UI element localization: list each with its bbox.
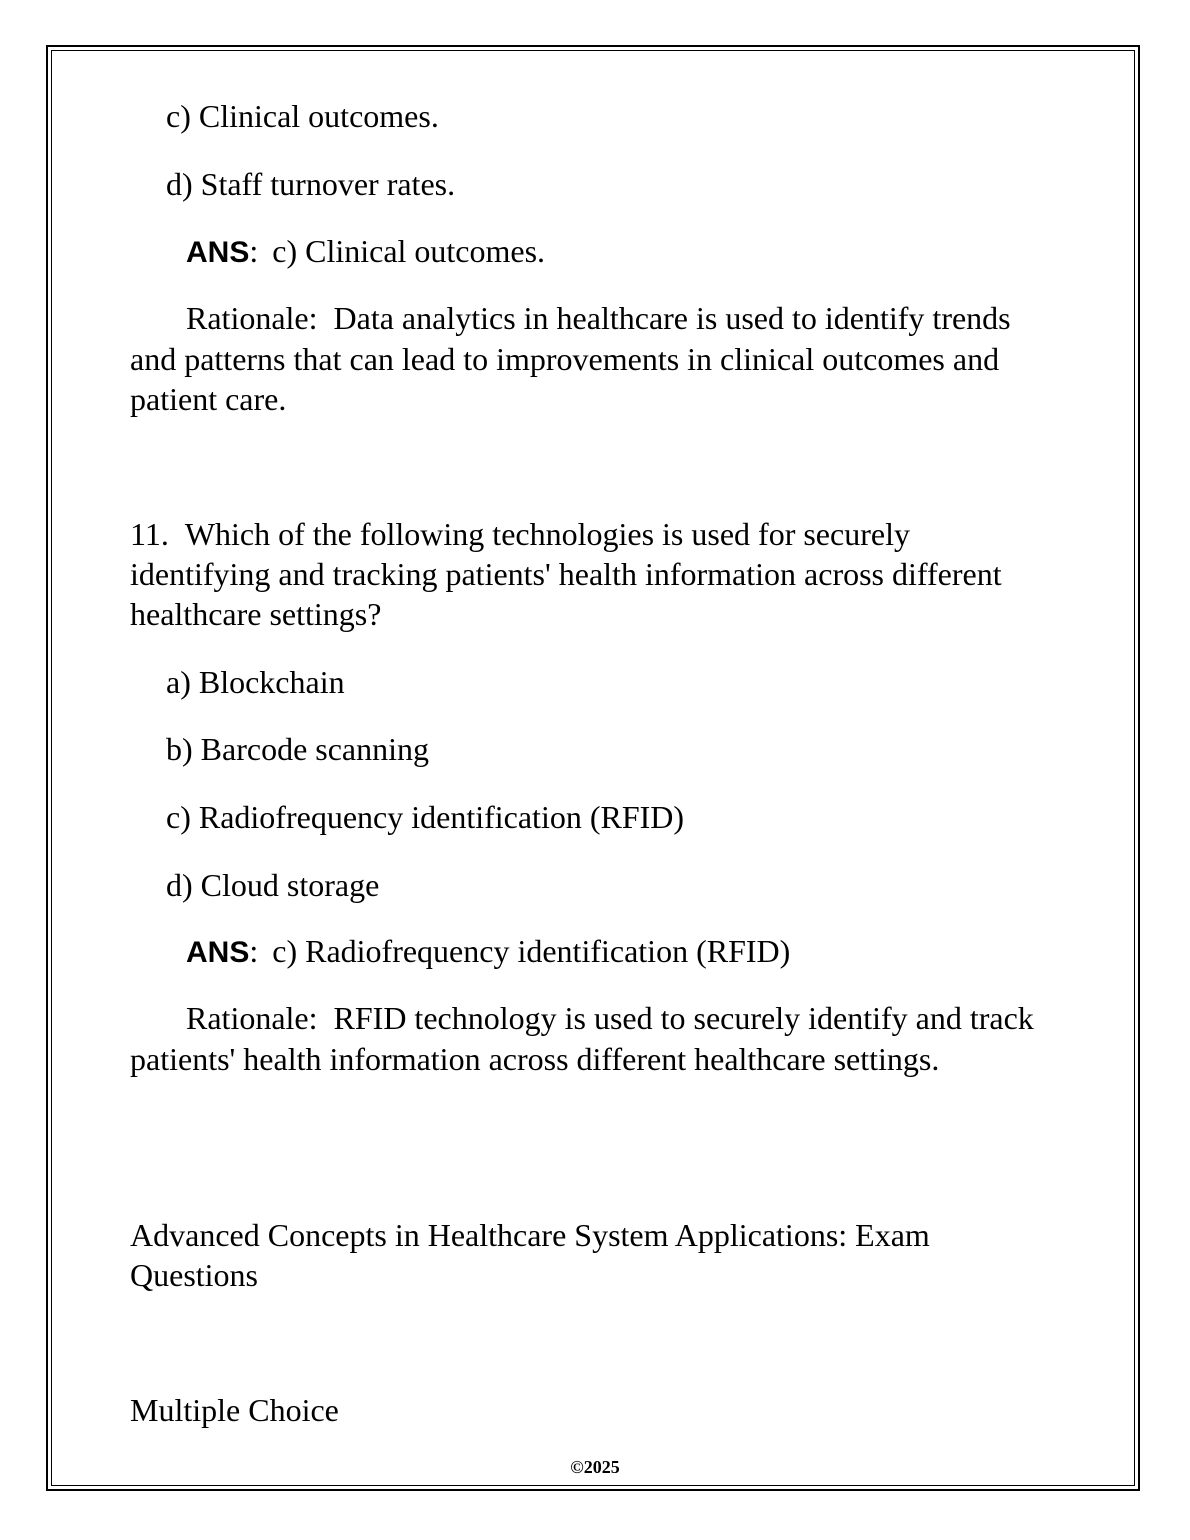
rationale-label: Rationale: bbox=[186, 300, 318, 336]
rationale-11 bbox=[130, 998, 1060, 1079]
answer-label: ANS bbox=[186, 936, 250, 969]
option-a: a) Blockchain bbox=[166, 664, 345, 700]
answer-label: ANS bbox=[186, 236, 250, 269]
copyright-footer: ©2025 bbox=[570, 1457, 620, 1477]
rationale-prev bbox=[130, 298, 1060, 420]
answer-prev: ANS: c) Clinical outcomes. bbox=[186, 233, 546, 269]
answer-11: ANS: c) Radiofrequency identification (RFID) bbox=[186, 933, 791, 969]
question-number: 11. bbox=[130, 516, 169, 552]
option-b: b) Barcode scanning bbox=[166, 731, 430, 767]
rationale-text: RFID technology is used to securely identify and track patients' health information across different healthcare settings. bbox=[130, 1000, 1034, 1077]
option-c: c) Radiofrequency identification (RFID) bbox=[166, 799, 685, 835]
section-subtitle: Multiple Choice bbox=[130, 1392, 339, 1428]
question-11 bbox=[130, 514, 1030, 634]
option-d: d) Cloud storage bbox=[166, 867, 380, 903]
rationale-label: Rationale: bbox=[186, 1000, 318, 1036]
rationale-text: Data analytics in healthcare is used to identify trends and patterns that can lead to improvements in clinical outcomes and patient care. bbox=[130, 300, 1011, 417]
answer-value: c) Clinical outcomes. bbox=[272, 233, 546, 269]
section-title: Advanced Concepts in Healthcare System Applications: Exam Questions bbox=[130, 1217, 930, 1293]
option-c-prev: c) Clinical outcomes. bbox=[166, 98, 439, 134]
question-text: Which of the following technologies is used for securely identifying and tracking patients' health information across different healthcare settings? bbox=[130, 516, 1002, 632]
option-d-prev: d) Staff turnover rates. bbox=[166, 166, 456, 202]
answer-value: c) Radiofrequency identification (RFID) bbox=[272, 933, 791, 969]
